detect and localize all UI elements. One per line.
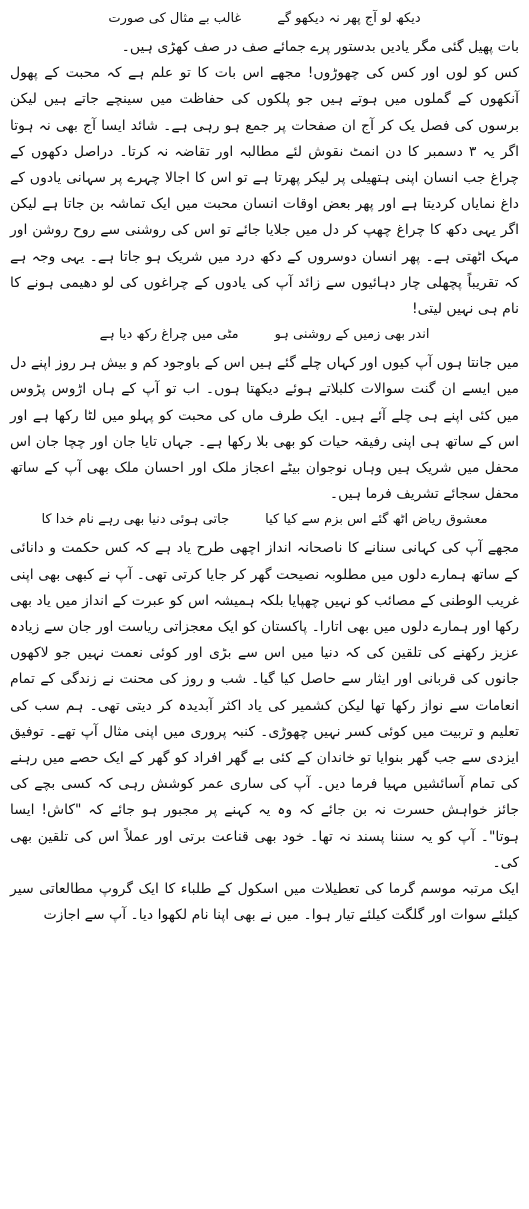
verse-misra-first: اندر بھی زمیں کے روشنی ہو (274, 327, 430, 343)
verse-couplet-light (10, 324, 519, 346)
paragraph-departed-family: میں جانتا ہوں آپ کیوں اور کہاں چلے گئے ہیں اس کے باوجود کم و بیش ہر روز اپنے دل میں ایسے ان گنت سوالات کلبلاتے ہوئے دیکھتا ہوں۔ اب تو آپ کے ہاں اڑوس پڑوس میں کئی اپنے ہی چلے آئے ہیں۔ ایک طرف ماں کی محبت کو پہلو میں لٹا رکھا ہے اور اس کے ساتھ ہی اپنی رفیقہ حیات کو بھی بلا رکھا ہے۔ جہاں تایا جان اور چچا جان اس محفل میں شریک ہیں وہاں نوجوان بیٹے اعجاز ملک اور احسان ملک بھی آپ کے ساتھ محفل سجائے تشریف فرما ہیں۔ (10, 355, 519, 503)
paragraph-memories-line: بات پھیل گئی مگر یادیں بدستور پرے جمائے صف در صف کھڑی ہیں۔ (121, 39, 519, 55)
paragraph-block-3 (10, 535, 519, 928)
paragraph-school-trip: ایک مرتبہ موسم گرما کی تعطیلات میں اسکول کے طلباء کا ایک گروپ مطالعاتی سیر کیلئے سوات اور گلگت کیلئے تیار ہوا۔ میں نے بھی اپنا نام لکھوا دیا۔ آپ سے اجازت (10, 881, 519, 924)
verse-misra-first: دیکھ لو آج پھر نہ دیکھو گے (277, 11, 421, 26)
verse-couplet-ghalib (10, 8, 519, 30)
verse-couplet-gathering (10, 509, 519, 531)
paragraph-block-2 (10, 350, 519, 507)
paragraph-father-lessons: مجھے آپ کی کہانی سنانے کا ناصحانہ انداز اچھی طرح یاد ہے کہ کس حکمت و دانائی کے ساتھ ہمارے دلوں میں مطلوبہ نصیحت گھر کر جایا کرتی تھی۔ آپ نے کبھی بھی اپنی غریب الوطنی کے مصائب کو نہیں چھپایا بلکہ ہمیشہ اس کو عبرت کے انداز میں یاد بھی رکھا اور ہمارے دلوں میں بھی اتارا۔ پاکستان کو ایک معجزاتی ریاست اور جان سے زیادہ عزیز رکھنے کی تلقین کی کہ دنیا میں اس سے بڑی اور کوئی نعمت نہیں جو لاکھوں جانوں کی قربانی اور ایثار سے حاصل کیا گیا۔ شب و روز کی محنت نے زندگی کے تمام انعامات سے نواز رکھا تھا لیکن کشمیر کی یاد اکثر آبدیدہ کر دیتی تھی۔ ہم سب کی تعلیم و تربیت میں کوئی کسر نہیں چھوڑی۔ کنبہ پروری میں اپنی مثال آپ تھے۔ توفیق ایزدی سے جب گھر بنوایا تو خاندان کے کئی بے گھر افراد کو گھر کے ایک حصے میں رہنے کی تمام آسائشیں مہیا فرما دیں۔ آپ کی ساری عمر کوشش رہی کہ کسی بچے کی جائز خواہش حسرت نہ بن جائے کہ وہ یہ کہنے پر مجبور ہو جائے کہ "کاش! ایسا ہوتا"۔ آپ کو یہ سننا پسند نہ تھا۔ خود بھی قناعت برتی اور عملاً اس کی تلقین بھی کی۔ (10, 540, 519, 871)
paragraph-block-1 (10, 34, 519, 322)
verse-misra-second: غالب بے مثال کی صورت (108, 11, 242, 26)
verse-misra-second: مٹی میں چراغ رکھ دیا ہے (99, 327, 239, 343)
paragraph-lamps-of-sorrow: کس کو لوں اور کس کی چھوڑوں! مجھے اس بات کا تو علم ہے کہ محبت کے پھول آنکھوں کے گملوں میں ہوتے ہیں جو پلکوں کی حفاظت میں سینچے جاتے ہیں لیکن برسوں کی فصل یک کر آج ان صفحات پر جمع ہو رہی ہے۔ شائد ایسا آج بھی نہ ہوتا اگر یہ ۳ دسمبر کا دن انمٹ نقوش لئے مطالبہ اور تقاضہ نہ کرتا۔ دراصل دکھوں کے چراغ جب انسان اپنی ہتھیلی پر لیکر پھرتا ہے تو اس کا اجالا چہرے پر سہانی یادوں کے داغ نمایاں کردیتا ہے اور پھر بعض اوقات انسان محبت میں ایک تماشہ بن جاتا ہے لیکن اگر یہی دکھ کا چراغ چھپ کر دل میں جلایا جائے تو اس کی روشنی سے روح روشن اور مہک اٹھتی ہے۔ پھر انسان دوسروں کے دکھ درد میں شریک ہو جاتا ہے۔ یہی وجہ ہے کہ تقریباً پچھلی چار دہائیوں سے زائد آپ کی یادوں کے چراغوں کی لو دھیمی ہونے کا نام ہی نہیں لیتی! (10, 65, 520, 318)
verse-misra-first: معشوق ریاض اٹھ گئے اس بزم سے کیا کیا (265, 512, 488, 528)
verse-misra-second: جاتی ہوئی دنیا بھی رہے نام خدا کا (41, 512, 230, 528)
